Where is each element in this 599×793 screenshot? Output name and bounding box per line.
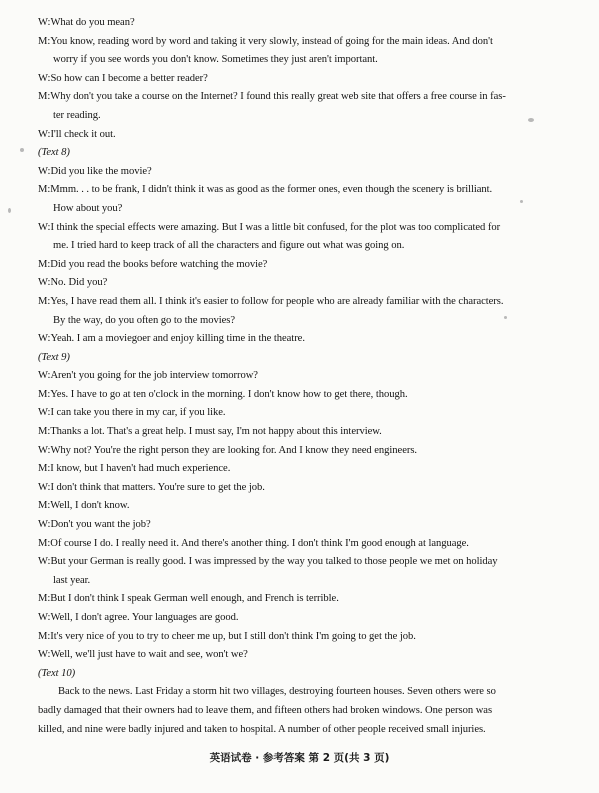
passage-line: killed, and nine were badly injured and taken to hospital. A number of other people received small injuries. xyxy=(38,723,486,735)
scan-speck xyxy=(520,200,523,203)
passage-line: Back to the news. Last Friday a storm hit two villages, destroying fourteen houses. Seven others were so xyxy=(58,686,496,698)
dialogue-line: W:I don't think that matters. You're sure to get the job. xyxy=(38,481,265,493)
dialogue-line: me. I tried hard to keep track of all the characters and figure out what was going on. xyxy=(53,240,405,252)
dialogue-line: M:Yes. I have to go at ten o'clock in the morning. I don't know how to get there, though. xyxy=(38,388,408,400)
section-label: (Text 9) xyxy=(38,351,70,363)
dialogue-line: M:But I don't think I speak German well enough, and French is terrible. xyxy=(38,593,339,605)
page-footer: 英语试卷 · 参考答案 第 2 页(共 3 页) xyxy=(209,752,390,764)
dialogue-line: W:So how can I become a better reader? xyxy=(38,72,208,84)
dialogue-line: W:Don't you want the job? xyxy=(38,519,151,531)
dialogue-line: W:But your German is really good. I was impressed by the way you talked to those people we met on holiday xyxy=(38,556,498,568)
dialogue-line: W:Aren't you going for the job interview tomorrow? xyxy=(38,370,258,382)
dialogue-line: M:Thanks a lot. That's a great help. I must say, I'm not happy about this interview. xyxy=(38,426,382,438)
dialogue-line: M:I know, but I haven't had much experience. xyxy=(38,463,231,475)
dialogue-line: W:Yeah. I am a moviegoer and enjoy killing time in the theatre. xyxy=(38,333,305,345)
scan-speck xyxy=(528,118,534,122)
passage-line: badly damaged that their owners had to leave them, and fifteen others had broken windows. One person was xyxy=(38,704,493,716)
dialogue-line: last year. xyxy=(53,574,91,586)
scan-speck xyxy=(20,148,24,152)
scan-speck xyxy=(504,316,507,319)
transcript-body xyxy=(0,14,599,739)
dialogue-line: M:Did you read the books before watching the movie? xyxy=(38,258,268,270)
dialogue-line: ter reading. xyxy=(53,109,101,121)
section-label: (Text 8) xyxy=(38,147,70,159)
dialogue-line: W:Why not? You're the right person they are looking for. And I know they need engineers. xyxy=(38,444,417,456)
dialogue-line: W:Well, I don't agree. Your languages are good. xyxy=(38,612,239,623)
scan-speck xyxy=(8,208,11,213)
dialogue-line: How about you? xyxy=(53,202,123,214)
dialogue-line: worry if you see words you don't know. Sometimes they just aren't important. xyxy=(53,54,378,66)
dialogue-line: M:You know, reading word by word and taking it very slowly, instead of going for the main ideas. And don't xyxy=(38,35,493,47)
dialogue-line: By the way, do you often go to the movies? xyxy=(53,314,235,326)
dialogue-line: W:What do you mean? xyxy=(38,17,135,28)
dialogue-line: M:It's very nice of you to try to cheer me up, but I still don't think I'm going to get the job. xyxy=(38,630,416,642)
dialogue-line: W:I think the special effects were amazing. But I was a little bit confused, for the plot was too complicated for xyxy=(38,221,501,233)
dialogue-line: W:I'll check it out. xyxy=(38,128,116,140)
section-label: (Text 10) xyxy=(38,667,76,679)
dialogue-line: W:I can take you there in my car, if you like. xyxy=(38,407,226,419)
dialogue-line: W:No. Did you? xyxy=(38,277,108,289)
dialogue-line: M:Mmm. . . to be frank, I didn't think it was as good as the former ones, even though the scenery is brilliant. xyxy=(38,184,493,196)
dialogue-line: W:Did you like the movie? xyxy=(38,165,152,177)
dialogue-line: M:Why don't you take a course on the Internet? I found this really great web site that offers a free course in fas- xyxy=(38,91,506,103)
dialogue-line: M:Of course I do. I really need it. And there's another thing. I don't think I'm good enough at language. xyxy=(38,537,469,549)
dialogue-line: W:Well, we'll just have to wait and see, won't we? xyxy=(38,649,248,661)
dialogue-line: M:Well, I don't know. xyxy=(38,500,130,512)
dialogue-line: M:Yes, I have read them all. I think it's easier to follow for people who are already familiar with the characters. xyxy=(38,295,504,307)
